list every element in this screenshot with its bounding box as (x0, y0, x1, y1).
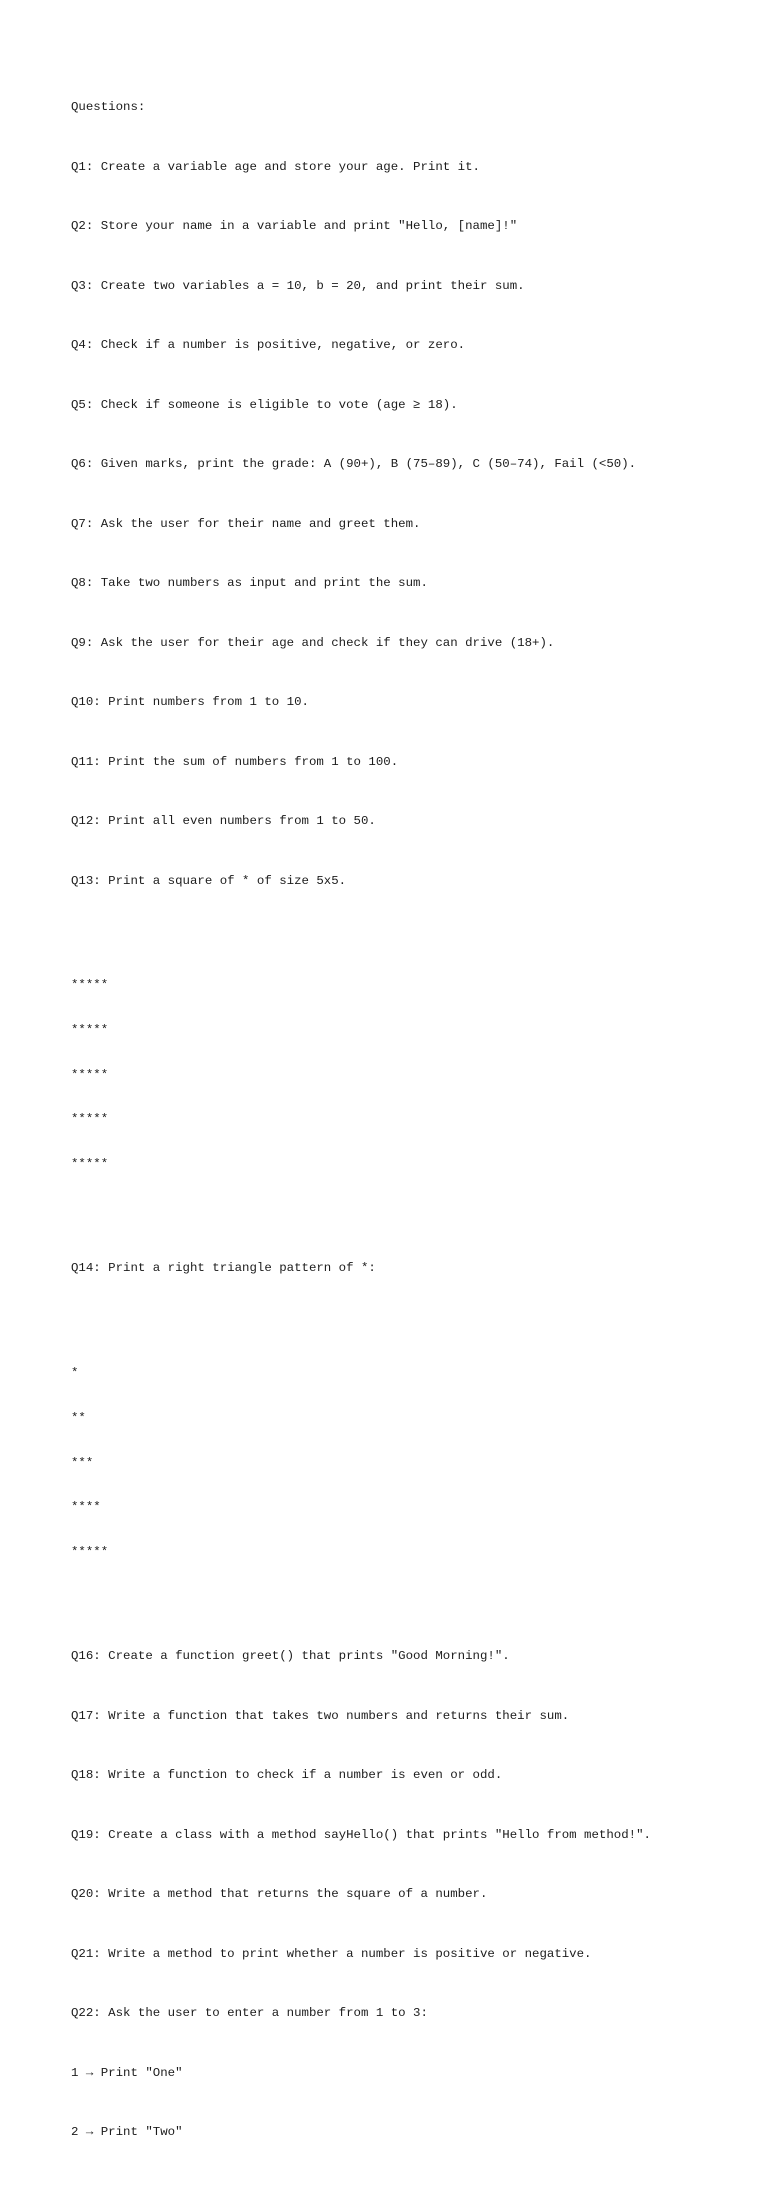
square-row: ***** (71, 1112, 109, 1127)
question-4: Q4: Check if a number is positive, negative, or zero. (71, 338, 466, 352)
option-two: 2 → Print "Two" (71, 2125, 183, 2140)
triangle-row: *** (71, 1455, 94, 1470)
question-7: Q7: Ask the user for their name and greet them. (71, 516, 421, 531)
triangle-pattern (71, 1336, 751, 1590)
question-14: Q14: Print a right triangle pattern of *: (71, 1261, 376, 1276)
square-row: ***** (71, 1157, 109, 1172)
triangle-row: **** (71, 1500, 101, 1515)
question-13: Q13: Print a square of * of size 5x5. (71, 873, 347, 888)
option-one: 1 → Print "One" (71, 2065, 183, 2080)
question-6: Q6: Given marks, print the grade: A (90+), B (75–89), C (50–74), Fail (<50). (71, 457, 637, 471)
triangle-row: * (71, 1365, 79, 1380)
square-pattern (71, 948, 751, 1202)
square-row: ***** (71, 1022, 109, 1037)
triangle-row: ** (71, 1410, 86, 1425)
question-18: Q18: Write a function to check if a number is even or odd. (71, 1768, 503, 1783)
question-11: Q11: Print the sum of numbers from 1 to 100. (71, 754, 399, 769)
question-21: Q21: Write a method to print whether a number is positive or negative. (71, 1946, 592, 1961)
square-row: ***** (71, 1067, 109, 1082)
question-2: Q2: Store your name in a variable and print "Hello, [name]!" (71, 219, 518, 233)
question-16: Q16: Create a function greet() that prints "Good Morning!". (71, 1649, 510, 1664)
question-8: Q8: Take two numbers as input and print the sum. (71, 576, 428, 590)
question-12: Q12: Print all even numbers from 1 to 50. (71, 814, 376, 828)
document-body (71, 70, 751, 2185)
question-19: Q19: Create a class with a method sayHello() that prints "Hello from method!". (71, 1827, 651, 1842)
triangle-row: ***** (71, 1545, 109, 1560)
square-row: ***** (71, 978, 109, 992)
question-20: Q20: Write a method that returns the square of a number. (71, 1887, 488, 1902)
question-5: Q5: Check if someone is eligible to vote (age ≥ 18). (71, 397, 458, 412)
question-1: Q1: Create a variable age and store your age. Print it. (71, 159, 480, 174)
question-9: Q9: Ask the user for their age and check if they can drive (18+). (71, 635, 555, 650)
question-3: Q3: Create two variables a = 10, b = 20, and print their sum. (71, 278, 525, 293)
question-22: Q22: Ask the user to enter a number from 1 to 3: (71, 2006, 428, 2021)
question-10: Q10: Print numbers from 1 to 10. (71, 695, 309, 709)
question-17: Q17: Write a function that takes two numbers and returns their sum. (71, 1708, 570, 1723)
questions-heading: Questions: (71, 100, 146, 114)
